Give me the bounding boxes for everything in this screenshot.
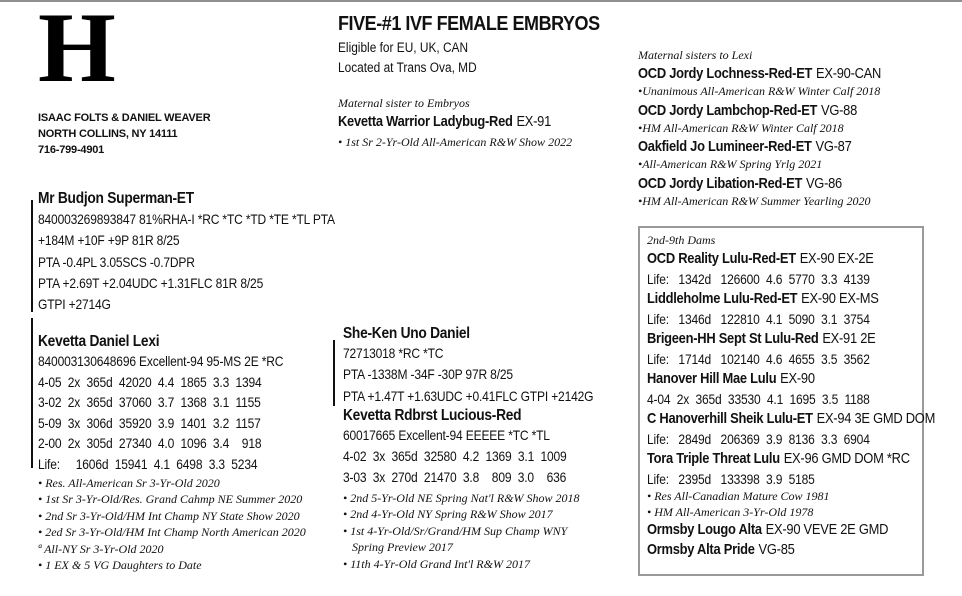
dam-7-record: Life: 2395d 133398 3.9 5185 <box>647 470 815 487</box>
sire-line: +184M +10F +9P 81R 8/25 <box>38 232 180 249</box>
dam-9-grade: VG-85 <box>758 540 795 558</box>
dam-5-grade: EX-90 <box>780 370 815 387</box>
dams-box-content <box>647 233 962 559</box>
dam-4-record: Life: 1714d 102140 4.6 4655 3.5 3562 <box>647 350 870 367</box>
cow-name-line <box>338 113 551 131</box>
dam-8-grade: EX-90 VEVE 2E GMD <box>765 521 889 538</box>
dam-sire-name: She-Ken Uno Daniel <box>343 325 470 342</box>
top-rule <box>0 0 962 2</box>
sire-name: Mr Budjon Superman-ET <box>38 190 194 207</box>
cow-grade: EX-91 <box>516 113 552 130</box>
cow-name: OCD Jordy Lochness-Red-ET <box>638 65 813 82</box>
show-note: ª All-NY Sr 3-Yr-Old 2020 <box>38 541 164 556</box>
sire-line: PTA +2.69T +2.04UDC +1.31FLC 81R 8/25 <box>38 274 264 291</box>
offer-line-location: Located at Trans Ova, MD <box>338 60 477 75</box>
breeder-name: ISAAC FOLTS & DANIEL WEAVER <box>38 112 211 124</box>
cow-name-line <box>638 175 881 193</box>
cow-name-line <box>638 138 881 156</box>
show-note: • HM All-American 3-Yr-Old 1978 <box>647 504 814 519</box>
dam-sire-line: 72713018 *RC *TC <box>343 345 444 361</box>
show-note: • 1 EX & 5 VG Daughters to Date <box>38 558 202 573</box>
show-note: • 1st Sr 3-Yr-Old/Res. Grand Cahmp NE Summer 2020 <box>38 492 303 507</box>
show-note: •HM All-American R&W Summer Yearling 2020 <box>638 193 871 208</box>
dam-8-name: Ormsby Lougo Alta <box>647 521 762 538</box>
show-note: • 11th 4-Yr-Old Grand Int'l R&W 2017 <box>343 556 530 571</box>
show-note: •Unanimous All-American R&W Winter Calf 2018 <box>638 84 881 98</box>
dam-block <box>38 333 323 574</box>
cow-grade: VG-88 <box>821 101 858 119</box>
dam-4-name: Brigeen-HH Sept St Lulu-Red <box>647 330 819 347</box>
dam-7-grade: EX-96 GMD DOM *RC <box>783 450 910 467</box>
dam-5-record: 4-04 2x 365d 33530 4.1 1695 3.5 1188 <box>647 390 870 407</box>
header-letter: H <box>38 0 116 103</box>
cow-name: Oakfield Jo Lumineer-Red-ET <box>638 138 812 155</box>
cow-grade: VG-87 <box>815 138 852 155</box>
dam-3-record: Life: 1346d 122810 4.1 5090 3.1 3754 <box>647 310 870 327</box>
dam-5-name: Hanover Hill Mae Lulu <box>647 370 777 387</box>
sire-line: PTA -0.4PL 3.05SCS -0.7DPR <box>38 253 195 270</box>
cow-grade: VG-86 <box>805 174 842 192</box>
show-note: • 2ed Sr 3-Yr-Old/HM Int Champ North American 2020 <box>38 525 306 540</box>
dam-2-name: OCD Reality Lulu-Red-ET <box>647 250 796 267</box>
dam-6-name: C Hanoverhill Sheik Lulu-ET <box>647 410 813 427</box>
dam-dam-line: 60017665 Excellent-94 EEEEE *TC *TL <box>343 426 550 443</box>
dam-sire-line: PTA -1338M -34F -30P 97R 8/25 <box>343 366 513 383</box>
offer-line-eligible: Eligible for EU, UK, CAN <box>338 40 469 55</box>
pedigree-bracket-dam <box>31 318 33 468</box>
cow-name: Kevetta Warrior Ladybug-Red <box>338 113 513 130</box>
dam-6-record: Life: 2849d 206369 3.9 8136 3.3 6904 <box>647 430 870 447</box>
dam-record: 3-02 2x 365d 37060 3.7 1368 3.1 1155 <box>38 394 261 411</box>
dam-record: 5-09 3x 306d 35920 3.9 1401 3.2 1157 <box>38 414 261 431</box>
maternal-sister-embryos <box>338 96 586 151</box>
dam-record: Life: 1606d 15941 4.1 6498 3.3 5234 <box>38 455 258 472</box>
offer-title: FIVE-#1 IVF FEMALE EMBRYOS <box>338 13 600 35</box>
sire-block <box>38 190 383 315</box>
sire-line: 840003269893847 81%RHA-I *RC *TC *TD *TE *TL PTA <box>38 211 335 227</box>
show-note: • 2nd 4-Yr-Old NY Spring R&W Show 2017 <box>343 507 553 522</box>
dam-dam-name: Kevetta Rdbrst Lucious-Red <box>343 406 522 424</box>
dam-7-name: Tora Triple Threat Lulu <box>647 450 780 467</box>
cow-name-line <box>638 102 881 120</box>
dam-sire-line: PTA +1.47T +1.63UDC +0.41FLC GTPI +2142G <box>343 387 594 404</box>
show-note: •All-American R&W Spring Yrlg 2021 <box>638 157 823 171</box>
cow-grade: EX-90-CAN <box>816 65 882 82</box>
show-note: •HM All-American R&W Winter Calf 2018 <box>638 120 844 135</box>
section-heading: Maternal sister to Embryos <box>338 96 470 110</box>
dam-4-grade: EX-91 2E <box>822 330 876 347</box>
pedigree-bracket-dam-sire <box>333 340 335 406</box>
dam-record: 4-05 2x 365d 42020 4.4 1865 3.3 1394 <box>38 373 262 390</box>
pedigree-bracket-sire <box>31 200 33 312</box>
dam-3-grade: EX-90 EX-MS <box>801 290 879 307</box>
show-note: Spring Preview 2017 <box>343 540 453 555</box>
dam-sire-block <box>343 325 634 572</box>
section-heading: Maternal sisters to Lexi <box>638 48 753 62</box>
breeder-info <box>38 110 210 158</box>
cow-name: OCD Jordy Libation-Red-ET <box>638 174 803 192</box>
show-note: • 1st Sr 2-Yr-Old All-American R&W Show 2022 <box>338 135 573 149</box>
section-heading: 2nd-9th Dams <box>647 233 716 247</box>
show-note: • Res All-Canadian Mature Cow 1981 <box>647 489 830 503</box>
dam-2-grade: EX-90 EX-2E <box>799 250 874 267</box>
cow-name: OCD Jordy Lambchop-Red-ET <box>638 101 818 119</box>
show-note: • 2nd 5-Yr-Old NE Spring Nat'l R&W Show 2018 <box>343 490 580 505</box>
breeder-location: NORTH COLLINS, NY 14111 <box>38 128 178 140</box>
dam-name: Kevetta Daniel Lexi <box>38 333 160 350</box>
show-note: • 2nd Sr 3-Yr-Old/HM Int Champ NY State Show 2020 <box>38 508 300 523</box>
dam-9-name: Ormsby Alta Pride <box>647 540 755 558</box>
dam-3-name: Liddleholme Lulu-Red-ET <box>647 290 798 307</box>
maternal-sisters-lexi <box>638 48 921 209</box>
sire-line: GTPI +2714G <box>38 296 111 313</box>
dam-6-grade: EX-94 3E GMD DOM <box>816 410 936 427</box>
dam-line: 840003130648696 Excellent-94 95-MS 2E *RC <box>38 353 284 369</box>
show-note: • 1st 4-Yr-Old/Sr/Grand/HM Sup Champ WNY <box>343 523 568 538</box>
dam-dam-record: 4-02 3x 365d 32580 4.2 1369 3.1 1009 <box>343 448 567 465</box>
dam-2-record: Life: 1342d 126600 4.6 5770 3.3 4139 <box>647 270 870 287</box>
show-note: • Res. All-American Sr 3-Yr-Old 2020 <box>38 475 220 490</box>
breeder-phone: 716-799-4901 <box>38 144 105 156</box>
dam-dam-record: 3-03 3x 270d 21470 3.8 809 3.0 636 <box>343 469 567 486</box>
cow-name-line <box>638 65 881 83</box>
dam-record: 2-00 2x 305d 27340 4.0 1096 3.4 918 <box>38 435 262 452</box>
